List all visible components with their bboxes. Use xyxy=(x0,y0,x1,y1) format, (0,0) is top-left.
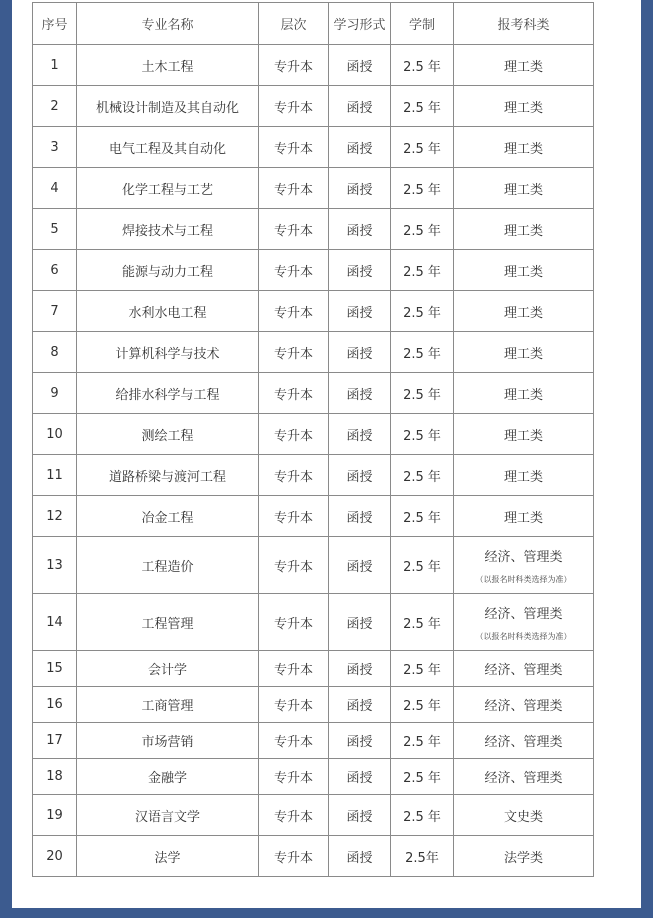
table-row xyxy=(33,332,594,373)
cell-no: 4 xyxy=(33,168,77,209)
cell-level: 专升本 xyxy=(259,127,329,168)
cell-duration: 2.5 年 xyxy=(391,86,454,127)
cell-duration: 2.5 年 xyxy=(391,209,454,250)
cell-duration: 2.5 年 xyxy=(391,496,454,537)
cell-duration: 2.5 年 xyxy=(391,291,454,332)
cell-no: 20 xyxy=(33,836,77,877)
cell-no: 17 xyxy=(33,723,77,759)
cell-major: 法学 xyxy=(77,836,259,877)
cell-category xyxy=(454,209,594,250)
cell-level: 专升本 xyxy=(259,373,329,414)
table-body xyxy=(33,45,594,877)
header-major: 专业名称 xyxy=(77,3,259,45)
cell-no: 16 xyxy=(33,687,77,723)
cell-no: 5 xyxy=(33,209,77,250)
table-row xyxy=(33,168,594,209)
cell-form: 函授 xyxy=(329,651,391,687)
header-level: 层次 xyxy=(259,3,329,45)
cell-level: 专升本 xyxy=(259,250,329,291)
cell-level: 专升本 xyxy=(259,414,329,455)
cell-duration: 2.5 年 xyxy=(391,45,454,86)
frame-right-border xyxy=(641,0,653,918)
cell-major: 电气工程及其自动化 xyxy=(77,127,259,168)
category-label: 理工类 xyxy=(503,100,543,116)
cell-category xyxy=(454,127,594,168)
cell-level: 专升本 xyxy=(259,332,329,373)
table-row xyxy=(33,795,594,836)
cell-duration: 2.5 年 xyxy=(391,537,454,594)
cell-major: 计算机科学与技术 xyxy=(77,332,259,373)
cell-no: 3 xyxy=(33,127,77,168)
cell-duration: 2.5 年 xyxy=(391,759,454,795)
cell-category xyxy=(454,291,594,332)
cell-no: 2 xyxy=(33,86,77,127)
category-label: 经济、管理类 xyxy=(484,606,563,622)
cell-duration: 2.5 年 xyxy=(391,168,454,209)
cell-category xyxy=(454,687,594,723)
category-label: 经济、管理类 xyxy=(484,699,563,714)
table-row xyxy=(33,759,594,795)
cell-category xyxy=(454,723,594,759)
category-label: 理工类 xyxy=(503,387,543,403)
cell-no: 12 xyxy=(33,496,77,537)
table-row xyxy=(33,723,594,759)
cell-duration: 2.5 年 xyxy=(391,594,454,651)
cell-form: 函授 xyxy=(329,250,391,291)
category-label: 法学类 xyxy=(503,850,543,866)
cell-major: 焊接技术与工程 xyxy=(77,209,259,250)
cell-major: 测绘工程 xyxy=(77,414,259,455)
cell-major: 能源与动力工程 xyxy=(77,250,259,291)
cell-form: 函授 xyxy=(329,795,391,836)
cell-no: 15 xyxy=(33,651,77,687)
category-label: 理工类 xyxy=(503,223,543,239)
cell-duration: 2.5 年 xyxy=(391,373,454,414)
cell-category xyxy=(454,373,594,414)
cell-category xyxy=(454,594,594,651)
cell-duration: 2.5 年 xyxy=(391,687,454,723)
cell-major: 市场营销 xyxy=(77,723,259,759)
cell-level: 专升本 xyxy=(259,687,329,723)
cell-category xyxy=(454,455,594,496)
table-row xyxy=(33,291,594,332)
cell-category xyxy=(454,414,594,455)
category-label: 经济、管理类 xyxy=(484,663,563,678)
category-label: 经济、管理类 xyxy=(484,735,563,750)
header-form: 学习形式 xyxy=(329,3,391,45)
cell-category xyxy=(454,651,594,687)
table-row xyxy=(33,537,594,594)
cell-duration: 2.5 年 xyxy=(391,455,454,496)
cell-level: 专升本 xyxy=(259,759,329,795)
cell-major: 水利水电工程 xyxy=(77,291,259,332)
cell-form: 函授 xyxy=(329,291,391,332)
cell-form: 函授 xyxy=(329,168,391,209)
cell-no: 13 xyxy=(33,537,77,594)
cell-major: 工程造价 xyxy=(77,537,259,594)
table-row xyxy=(33,45,594,86)
majors-table xyxy=(32,2,594,877)
cell-level: 专升本 xyxy=(259,723,329,759)
cell-major: 道路桥梁与渡河工程 xyxy=(77,455,259,496)
cell-no: 18 xyxy=(33,759,77,795)
cell-level: 专升本 xyxy=(259,86,329,127)
cell-form: 函授 xyxy=(329,687,391,723)
cell-no: 7 xyxy=(33,291,77,332)
cell-form: 函授 xyxy=(329,332,391,373)
category-label: 理工类 xyxy=(503,141,543,157)
cell-major: 工商管理 xyxy=(77,687,259,723)
category-label: 经济、管理类 xyxy=(484,771,563,786)
cell-category xyxy=(454,168,594,209)
table-row xyxy=(33,250,594,291)
cell-form: 函授 xyxy=(329,496,391,537)
cell-no: 19 xyxy=(33,795,77,836)
cell-level: 专升本 xyxy=(259,209,329,250)
cell-major: 金融学 xyxy=(77,759,259,795)
table-row xyxy=(33,414,594,455)
cell-form: 函授 xyxy=(329,414,391,455)
cell-level: 专升本 xyxy=(259,836,329,877)
category-label: 理工类 xyxy=(503,428,543,444)
table-row xyxy=(33,687,594,723)
cell-form: 函授 xyxy=(329,209,391,250)
cell-no: 8 xyxy=(33,332,77,373)
category-label: 理工类 xyxy=(503,59,543,75)
category-label: 理工类 xyxy=(503,346,543,362)
table-row xyxy=(33,127,594,168)
table-row xyxy=(33,86,594,127)
cell-level: 专升本 xyxy=(259,455,329,496)
cell-major: 土木工程 xyxy=(77,45,259,86)
cell-category xyxy=(454,836,594,877)
cell-category xyxy=(454,759,594,795)
cell-form: 函授 xyxy=(329,455,391,496)
cell-form: 函授 xyxy=(329,45,391,86)
category-note: （以报名时科类选择为准） xyxy=(475,574,572,584)
cell-duration: 2.5 年 xyxy=(391,795,454,836)
cell-form: 函授 xyxy=(329,723,391,759)
cell-form: 函授 xyxy=(329,373,391,414)
frame-bottom-border xyxy=(0,908,653,918)
cell-duration: 2.5 年 xyxy=(391,127,454,168)
cell-level: 专升本 xyxy=(259,795,329,836)
cell-no: 10 xyxy=(33,414,77,455)
category-label: 经济、管理类 xyxy=(484,549,563,565)
cell-duration: 2.5 年 xyxy=(391,723,454,759)
cell-major: 机械设计制造及其自动化 xyxy=(77,86,259,127)
table-row xyxy=(33,496,594,537)
cell-no: 6 xyxy=(33,250,77,291)
cell-level: 专升本 xyxy=(259,594,329,651)
table-row xyxy=(33,209,594,250)
cell-form: 函授 xyxy=(329,759,391,795)
category-note: （以报名时科类选择为准） xyxy=(475,631,572,641)
cell-category xyxy=(454,332,594,373)
cell-duration: 2.5年 xyxy=(391,836,454,877)
header-category: 报考科类 xyxy=(454,3,594,45)
category-label: 理工类 xyxy=(503,264,543,280)
cell-level: 专升本 xyxy=(259,291,329,332)
header-duration: 学制 xyxy=(391,3,454,45)
cell-duration: 2.5 年 xyxy=(391,332,454,373)
cell-form: 函授 xyxy=(329,537,391,594)
frame-left-border xyxy=(0,0,12,918)
cell-no: 9 xyxy=(33,373,77,414)
category-label: 理工类 xyxy=(503,510,543,526)
category-label: 理工类 xyxy=(503,182,543,198)
cell-category xyxy=(454,45,594,86)
table-row xyxy=(33,373,594,414)
cell-category xyxy=(454,86,594,127)
cell-duration: 2.5 年 xyxy=(391,250,454,291)
table-row xyxy=(33,836,594,877)
category-label: 文史类 xyxy=(503,809,543,825)
cell-no: 11 xyxy=(33,455,77,496)
cell-category xyxy=(454,250,594,291)
cell-no: 1 xyxy=(33,45,77,86)
cell-major: 化学工程与工艺 xyxy=(77,168,259,209)
cell-level: 专升本 xyxy=(259,168,329,209)
cell-category xyxy=(454,537,594,594)
cell-major: 会计学 xyxy=(77,651,259,687)
cell-major: 工程管理 xyxy=(77,594,259,651)
cell-major: 冶金工程 xyxy=(77,496,259,537)
table-header-row xyxy=(33,3,594,45)
cell-form: 函授 xyxy=(329,594,391,651)
cell-duration: 2.5 年 xyxy=(391,414,454,455)
cell-level: 专升本 xyxy=(259,45,329,86)
category-label: 理工类 xyxy=(503,305,543,321)
cell-form: 函授 xyxy=(329,127,391,168)
cell-duration: 2.5 年 xyxy=(391,651,454,687)
table-row xyxy=(33,594,594,651)
cell-level: 专升本 xyxy=(259,496,329,537)
cell-level: 专升本 xyxy=(259,537,329,594)
cell-major: 给排水科学与工程 xyxy=(77,373,259,414)
table-row xyxy=(33,651,594,687)
content-panel xyxy=(12,0,641,908)
category-label: 理工类 xyxy=(503,469,543,485)
cell-major: 汉语言文学 xyxy=(77,795,259,836)
cell-form: 函授 xyxy=(329,836,391,877)
cell-no: 14 xyxy=(33,594,77,651)
cell-form: 函授 xyxy=(329,86,391,127)
cell-category xyxy=(454,496,594,537)
cell-category xyxy=(454,795,594,836)
cell-level: 专升本 xyxy=(259,651,329,687)
table-row xyxy=(33,455,594,496)
header-no: 序号 xyxy=(33,3,77,45)
